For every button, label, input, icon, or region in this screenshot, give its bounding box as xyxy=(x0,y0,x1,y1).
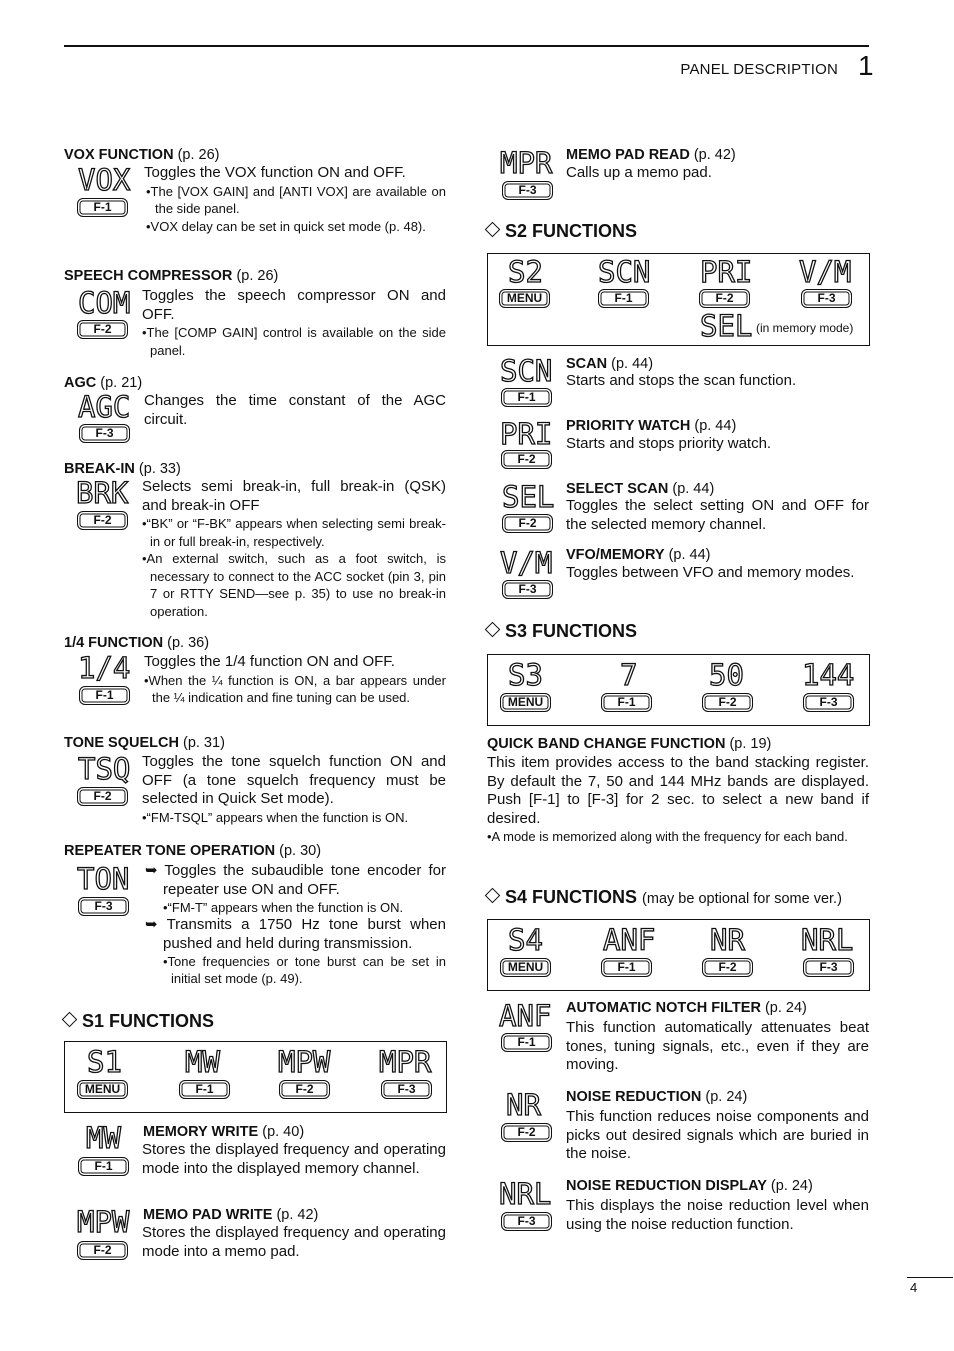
scn-entry xyxy=(566,355,653,373)
f1-key-icon: F-1 xyxy=(601,958,652,977)
menu-key-icon: MENU xyxy=(500,693,551,712)
brk-title: BREAK-IN (p. 33) xyxy=(64,461,181,477)
ton-subbullet-1: •“FM-T” appears when the function is ON. xyxy=(163,900,404,915)
sel-lcd-icon: SEL xyxy=(502,480,555,514)
nr-lcd-icon: NR xyxy=(506,1088,541,1122)
s3-heading: S3 FUNCTIONS xyxy=(487,621,637,642)
f2-key-icon: F-2 xyxy=(502,514,553,533)
nr-body xyxy=(566,1108,869,1164)
sel-lcd-icon: SEL xyxy=(700,309,753,343)
f2-key-icon: F-2 xyxy=(279,1080,330,1099)
chapter-number: 1 xyxy=(858,50,874,81)
brk-desc: Selects semi break-in, full break-in (QSK) and break-in OFF xyxy=(142,478,446,514)
mpw-lcd-icon: MPW xyxy=(278,1045,331,1079)
mpw-lcd-icon: MPW xyxy=(77,1205,130,1239)
s2-panel xyxy=(487,253,870,346)
qbc-desc: This item provides access to the band stacking register. By default the 7, 50 and 144 MHz bands are displayed. Push [F-1] to [F-3] for 2 sec. to select a new band if desired. xyxy=(487,754,869,827)
mw-lcd-icon: MW xyxy=(86,1121,121,1155)
diamond-icon xyxy=(485,222,501,238)
qbc-bullet-1: •A mode is memorized along with the frequency for each band. xyxy=(487,829,848,844)
nrl-lcd-icon: NRL xyxy=(499,1177,552,1211)
band-144-lcd-icon: 144 xyxy=(802,658,855,692)
s2-lcd-icon: S2 xyxy=(508,255,543,289)
pri-lcd-icon: PRI xyxy=(700,255,753,289)
qbc-entry xyxy=(487,735,771,753)
f1-key-icon: F-1 xyxy=(501,1033,552,1052)
running-header: PANEL DESCRIPTION xyxy=(680,61,838,78)
pri-title: PRIORITY WATCH (p. 44) xyxy=(566,418,737,434)
quarter-bullet-1: •When the ¼ function is ON, a bar appears under the ¼ indication and fine tuning can be used. xyxy=(144,672,446,705)
mpr-entry xyxy=(566,146,736,164)
f1-key-icon: F-1 xyxy=(78,1157,129,1176)
scn-lcd-icon: SCN xyxy=(598,255,651,289)
qbc-title: QUICK BAND CHANGE FUNCTION (p. 19) xyxy=(487,736,772,752)
ton-body xyxy=(145,862,446,987)
vm-desc: Toggles between VFO and memory modes. xyxy=(566,564,855,581)
nrl-lcd-icon: NRL xyxy=(801,923,854,957)
f1-key-icon: F-1 xyxy=(179,1080,230,1099)
scn-title: SCAN (p. 44) xyxy=(566,356,654,372)
f2-key-icon: F-2 xyxy=(699,289,750,308)
comp-body xyxy=(142,287,446,359)
sel-desc: Toggles the select setting ON and OFF for the selected memory channel. xyxy=(566,497,869,533)
mw-entry xyxy=(143,1123,304,1141)
tsq-body xyxy=(142,753,446,826)
anf-lcd-icon: ANF xyxy=(603,923,656,957)
mpr-lcd-icon: MPR xyxy=(379,1045,432,1079)
scn-body xyxy=(566,372,869,391)
f2-key-icon: F-2 xyxy=(77,320,128,339)
scn-desc: Starts and stops the scan function. xyxy=(566,372,797,389)
f2-key-icon: F-2 xyxy=(77,787,128,806)
diamond-icon xyxy=(485,888,501,904)
pri-lcd-icon: PRI xyxy=(500,417,553,451)
nr-title: NOISE REDUCTION (p. 24) xyxy=(566,1089,748,1105)
mpr-title: MEMO PAD READ (p. 42) xyxy=(566,147,736,163)
ton-lcd-icon: TON xyxy=(77,862,130,896)
ton-entry xyxy=(64,842,321,860)
quarter-title: 1/4 FUNCTION (p. 36) xyxy=(64,635,210,651)
s4-note: (may be optional for some ver.) xyxy=(642,891,842,907)
agc-desc: Changes the time constant of the AGC circuit. xyxy=(144,392,446,428)
nr-lcd-icon: NR xyxy=(710,923,745,957)
nrl-desc: This displays the noise reduction level when using the noise reduction function. xyxy=(566,1197,869,1233)
menu-key-icon: MENU xyxy=(77,1080,128,1099)
f2-key-icon: F-2 xyxy=(702,693,753,712)
band-7-lcd-icon: 7 xyxy=(620,658,638,692)
s4-lcd-icon: S4 xyxy=(508,923,543,957)
vm-entry xyxy=(566,546,711,564)
mpw-desc: Stores the displayed frequency and operating mode into a memo pad. xyxy=(142,1224,446,1260)
f3-key-icon: F-3 xyxy=(501,1212,552,1231)
agc-lcd-icon: AGC xyxy=(78,390,131,424)
f3-key-icon: F-3 xyxy=(803,958,854,977)
f3-key-icon: F-3 xyxy=(502,181,553,200)
scn-lcd-icon: SCN xyxy=(500,354,553,388)
mw-lcd-icon: MW xyxy=(185,1045,220,1079)
pri-desc: Starts and stops priority watch. xyxy=(566,435,772,452)
vox-desc: Toggles the VOX function ON and OFF. xyxy=(144,164,406,181)
comp-desc: Toggles the speech compressor ON and OFF. xyxy=(142,287,446,323)
f2-key-icon: F-2 xyxy=(501,450,552,469)
f1-key-icon: F-1 xyxy=(79,686,130,705)
agc-title: AGC (p. 21) xyxy=(64,375,143,391)
f3-key-icon: F-3 xyxy=(502,580,553,599)
s2-memory-mode-note: (in memory mode) xyxy=(756,321,854,335)
s3-lcd-icon: S3 xyxy=(508,658,543,692)
f3-key-icon: F-3 xyxy=(803,693,854,712)
f1-key-icon: F-1 xyxy=(501,388,552,407)
vm-lcd-icon: V/M xyxy=(500,546,553,580)
f3-key-icon: F-3 xyxy=(381,1080,432,1099)
sel-entry xyxy=(566,480,714,498)
s1-panel xyxy=(64,1041,447,1113)
ton-item-2: ➥ Transmits a 1750 Hz tone burst when pushed and held during transmission. xyxy=(145,916,446,952)
vox-entry xyxy=(64,146,220,164)
vox-title: VOX FUNCTION (p. 26) xyxy=(64,147,220,163)
nrl-body xyxy=(566,1197,869,1234)
tsq-entry xyxy=(64,734,225,752)
f3-key-icon: F-3 xyxy=(801,289,852,308)
mw-desc: Stores the displayed frequency and operating mode into the displayed memory channel. xyxy=(142,1141,446,1177)
f2-key-icon: F-2 xyxy=(77,511,128,530)
qbc-body xyxy=(487,754,869,846)
mpr-body xyxy=(566,164,869,183)
menu-key-icon: MENU xyxy=(500,958,551,977)
anf-title: AUTOMATIC NOTCH FILTER (p. 24) xyxy=(566,1000,807,1016)
mw-body xyxy=(142,1141,446,1178)
quarter-lcd-icon: 1/4 xyxy=(78,651,131,685)
ton-subbullet-2: •Tone frequencies or tone burst can be set in initial set mode (p. 49). xyxy=(163,954,446,986)
header-rule xyxy=(64,45,869,47)
nr-entry xyxy=(566,1088,747,1106)
comp-entry xyxy=(64,267,278,285)
anf-entry xyxy=(566,999,807,1017)
quarter-body xyxy=(144,653,446,707)
s2-heading: S2 FUNCTIONS xyxy=(487,221,637,242)
com-lcd-icon: COM xyxy=(78,286,131,320)
vox-bullet-1: •The [VOX GAIN] and [ANTI VOX] are available on the side panel. xyxy=(146,183,446,216)
nrl-entry xyxy=(566,1177,813,1195)
sel-body xyxy=(566,497,869,534)
mpr-lcd-icon: MPR xyxy=(500,146,553,180)
vm-lcd-icon: V/M xyxy=(799,255,852,289)
tsq-bullet-1: •“FM-TSQL” appears when the function is ON. xyxy=(142,809,409,825)
anf-lcd-icon: ANF xyxy=(499,999,552,1033)
s1-lcd-icon: S1 xyxy=(87,1045,122,1079)
brk-body xyxy=(142,478,446,620)
anf-desc: This function automatically attenuates beat tones, tuning signals, etc., even if they are moving. xyxy=(566,1019,869,1073)
f3-key-icon: F-3 xyxy=(79,424,130,443)
nrl-title: NOISE REDUCTION DISPLAY (p. 24) xyxy=(566,1178,813,1194)
agc-body xyxy=(144,392,446,429)
brk-bullet-1: •“BK” or “F-BK” appears when selecting semi break-in or full break-in, respectively. xyxy=(142,516,446,549)
f2-key-icon: F-2 xyxy=(702,958,753,977)
f2-key-icon: F-2 xyxy=(501,1123,552,1142)
s1-heading: S1 FUNCTIONS xyxy=(64,1011,214,1032)
mw-title: MEMORY WRITE (p. 40) xyxy=(143,1124,305,1140)
mpw-entry xyxy=(143,1206,318,1224)
vox-body xyxy=(144,164,446,235)
pri-entry xyxy=(566,417,736,435)
mpw-title: MEMO PAD WRITE (p. 42) xyxy=(143,1207,319,1223)
sel-title: SELECT SCAN (p. 44) xyxy=(566,481,715,497)
vox-lcd-icon: VOX xyxy=(78,163,131,197)
ton-title: REPEATER TONE OPERATION (p. 30) xyxy=(64,843,322,859)
mpw-body xyxy=(142,1224,446,1261)
s4-heading: S4 FUNCTIONS (may be optional for some ver.) xyxy=(487,887,842,908)
comp-bullet-1: •The [COMP GAIN] control is available on the side panel. xyxy=(142,325,446,358)
s3-panel xyxy=(487,654,870,726)
nr-desc: This function reduces noise components and picks out desired signals which are buried in the noise. xyxy=(566,1108,869,1162)
s4-panel xyxy=(487,919,870,991)
page-number: 4 xyxy=(910,1280,918,1295)
diamond-icon xyxy=(62,1012,78,1028)
ton-item-1: ➥ Toggles the subaudible tone encoder for repeater use ON and OFF. xyxy=(145,862,446,898)
f1-key-icon: F-1 xyxy=(77,198,128,217)
quarter-entry xyxy=(64,634,209,652)
tsq-desc: Toggles the tone squelch function ON and OFF (a tone squelch frequency must be selected in Quick Set mode). xyxy=(142,753,446,807)
anf-body xyxy=(566,1019,869,1075)
vm-body xyxy=(566,564,869,583)
brk-lcd-icon: BRK xyxy=(76,476,129,510)
vm-title: VFO/MEMORY (p. 44) xyxy=(566,547,711,563)
comp-title: SPEECH COMPRESSOR (p. 26) xyxy=(64,268,279,284)
f2-key-icon: F-2 xyxy=(77,1241,128,1260)
tsq-title: TONE SQUELCH (p. 31) xyxy=(64,735,225,751)
f1-key-icon: F-1 xyxy=(601,693,652,712)
footer-rule xyxy=(907,1277,953,1278)
vox-bullet-2: •VOX delay can be set in quick set mode (p. 48). xyxy=(146,218,426,234)
f1-key-icon: F-1 xyxy=(598,289,649,308)
tsq-lcd-icon: TSQ xyxy=(78,752,131,786)
mpr-desc: Calls up a memo pad. xyxy=(566,164,712,181)
brk-bullet-2: •An external switch, such as a foot switch, is necessary to connect to the ACC socket (pin 3, pin 7 or RTTY SEND—see p. 35) to use no break-in operation. xyxy=(142,551,446,619)
pri-body xyxy=(566,435,869,454)
band-50-lcd-icon: 50 xyxy=(709,658,744,692)
quarter-desc: Toggles the 1/4 function ON and OFF. xyxy=(144,653,395,670)
menu-key-icon: MENU xyxy=(499,289,550,308)
diamond-icon xyxy=(485,622,501,638)
f3-key-icon: F-3 xyxy=(78,897,129,916)
